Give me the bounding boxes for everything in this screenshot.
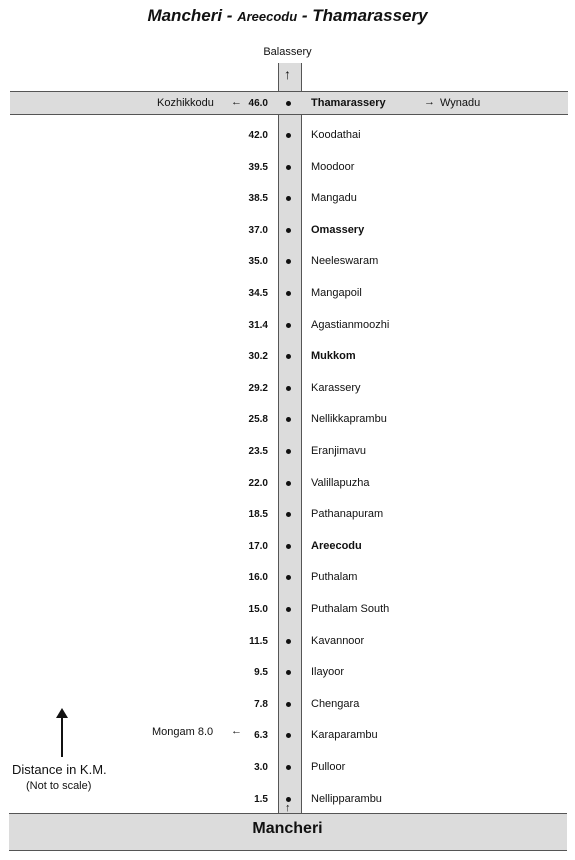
branch-arrow-icon: ← xyxy=(231,725,242,737)
legend-note: (Not to scale) xyxy=(26,780,92,792)
stop-name: Moodoor xyxy=(311,161,355,173)
stop-dot xyxy=(286,259,291,264)
stop-distance: 17.0 xyxy=(248,541,268,552)
stop-dot xyxy=(286,702,291,707)
stop-name: Nellikkaprambu xyxy=(311,413,387,425)
stop-distance: 15.0 xyxy=(248,604,268,615)
stop-distance: 23.5 xyxy=(248,446,268,457)
stop-dot xyxy=(286,607,291,612)
stop-distance: 11.5 xyxy=(249,636,268,647)
start-arrow-icon: ↑ xyxy=(285,802,291,814)
stop-name: Mangadu xyxy=(311,192,357,204)
stop-dot xyxy=(286,670,291,675)
stop-name: Mukkom xyxy=(311,350,356,362)
stop-name: Karassery xyxy=(311,382,361,394)
stop-distance: 42.0 xyxy=(248,130,268,141)
stop-dot xyxy=(286,449,291,454)
stop-name: Ilayoor xyxy=(311,666,345,678)
stop-dot xyxy=(286,733,291,738)
stop-name: Mangapoil xyxy=(311,287,362,299)
stop-name: Chengara xyxy=(311,698,360,710)
stop-dot xyxy=(286,386,291,391)
stop-name: Puthalam xyxy=(311,571,358,583)
right-arrow-icon: → xyxy=(424,96,435,108)
stop-distance: 37.0 xyxy=(248,225,268,236)
top-direction-label: Balassery xyxy=(263,46,312,58)
stop-distance: 6.3 xyxy=(254,730,268,741)
stop-dot xyxy=(286,354,291,359)
stop-dot xyxy=(286,512,291,517)
left-arrow-icon: ← xyxy=(231,96,242,108)
junction-dot xyxy=(286,101,291,106)
stop-dot xyxy=(286,323,291,328)
stop-name: Pathanapuram xyxy=(311,508,384,520)
stop-distance: 39.5 xyxy=(248,162,268,173)
stop-distance: 22.0 xyxy=(248,478,268,489)
title-end: - Thamarassery xyxy=(297,6,428,25)
stop-distance: 35.0 xyxy=(248,256,268,267)
stop-name: Karaparambu xyxy=(311,729,378,741)
stop-dot xyxy=(286,228,291,233)
stop-distance: 29.2 xyxy=(248,383,268,394)
junction-distance: 46.0 xyxy=(248,98,268,109)
stop-name: Valillapuzha xyxy=(311,477,370,489)
stop-name: Koodathai xyxy=(311,129,361,141)
stop-dot xyxy=(286,417,291,422)
legend-arrow-icon xyxy=(54,708,70,758)
stop-distance: 7.8 xyxy=(254,699,268,710)
stop-dot xyxy=(286,133,291,138)
stop-dot xyxy=(286,481,291,486)
stop-dot xyxy=(286,165,291,170)
stop-distance: 18.5 xyxy=(248,509,268,520)
junction-right-label: Wynadu xyxy=(440,97,481,109)
stop-name: Areecodu xyxy=(311,540,362,552)
stop-distance: 3.0 xyxy=(254,762,268,773)
stop-dot xyxy=(286,639,291,644)
stop-name: Omassery xyxy=(311,224,365,236)
stop-name: Kavannoor xyxy=(311,635,365,647)
branch-label: Mongam 8.0 xyxy=(152,726,214,738)
stop-name: Pulloor xyxy=(311,761,346,773)
stop-name: Eranjimavu xyxy=(311,445,367,457)
page-title xyxy=(0,6,575,26)
stop-distance: 16.0 xyxy=(248,572,268,583)
stop-dot xyxy=(286,544,291,549)
title-middle: Areecodu xyxy=(237,9,298,24)
stop-distance: 31.4 xyxy=(248,320,268,331)
stop-dot xyxy=(286,196,291,201)
stop-distance: 1.5 xyxy=(254,794,268,805)
stop-distance: 30.2 xyxy=(248,351,268,362)
stop-dot xyxy=(286,291,291,296)
stop-distance: 25.8 xyxy=(248,414,268,425)
stop-distance: 9.5 xyxy=(254,667,268,678)
stop-name: Neeleswaram xyxy=(311,255,379,267)
junction-name: Thamarassery xyxy=(311,97,386,109)
stop-name: Nellipparambu xyxy=(311,793,382,805)
stop-dot xyxy=(286,575,291,580)
junction-left-label: Kozhikkodu xyxy=(157,97,214,109)
stop-distance: 38.5 xyxy=(248,193,268,204)
stop-name: Puthalam South xyxy=(311,603,390,615)
legend-title: Distance in K.M. xyxy=(12,762,107,777)
up-arrow-icon: ↑ xyxy=(284,66,291,82)
stop-dot xyxy=(286,765,291,770)
title-start: Mancheri - xyxy=(147,6,238,25)
start-name: Mancheri xyxy=(252,820,323,837)
stop-distance: 34.5 xyxy=(248,288,268,299)
stop-name: Agastianmoozhi xyxy=(311,319,390,331)
